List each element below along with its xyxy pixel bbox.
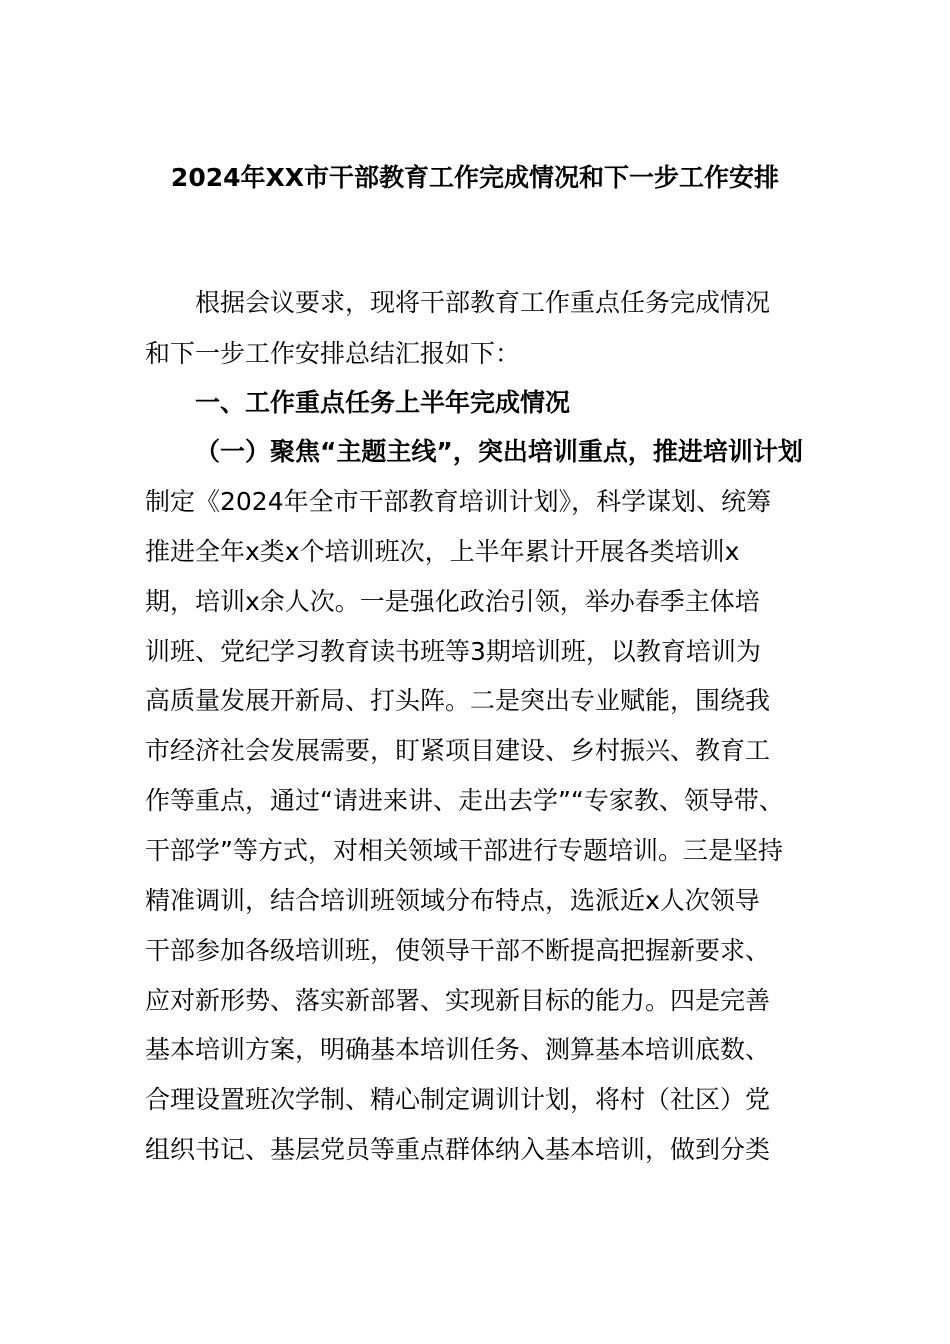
body-line: 市经济社会发展需要，盯紧项目建设、乡村振兴、教育工 bbox=[145, 736, 771, 765]
body-line: 干部学”等方式，对相关领域干部进行专题培训。三是坚持 bbox=[145, 836, 783, 865]
body-line: 基本培训方案，明确基本培训任务、测算基本培训底数、 bbox=[145, 1035, 771, 1064]
body-line: 精准调训，结合培训班领域分布特点，选派近x人次领导 bbox=[145, 886, 760, 915]
body-line: 组织书记、基层党员等重点群体纳入基本培训，做到分类 bbox=[145, 1135, 771, 1164]
body-line: 训班、党纪学习教育读书班等3期培训班，以教育培训为 bbox=[145, 637, 761, 666]
body-line: 合理设置班次学制、精心制定调训计划，将村（社区）党 bbox=[145, 1085, 771, 1114]
body-line: 高质量发展开新局、打头阵。二是突出专业赋能，围绕我 bbox=[145, 686, 771, 715]
body-line: 期，培训x余人次。一是强化政治引领，举办春季主体培 bbox=[145, 587, 760, 616]
section-heading-1: 一、工作重点任务上半年完成情况 bbox=[195, 388, 571, 417]
body-line: 作等重点，通过“请进来讲、走出去学”“专家教、领导带、 bbox=[145, 786, 784, 815]
subsection-heading-1: （一）聚焦“主题主线”，突出培训重点，推进培训计划 bbox=[195, 437, 803, 466]
body-line: 制定《2024年全市干部教育培训计划》，科学谋划、统筹 bbox=[145, 487, 772, 516]
document-title: 2024年XX市干部教育工作完成情况和下一步工作安排 bbox=[170, 163, 780, 192]
paragraph-intro-line-1: 根据会议要求，现将干部教育工作重点任务完成情况 bbox=[195, 288, 771, 317]
body-line: 应对新形势、落实新部署、实现新目标的能力。四是完善 bbox=[145, 986, 771, 1015]
paragraph-intro-line-2: 和下一步工作安排总结汇报如下： bbox=[145, 339, 521, 368]
body-line: 推进全年x类x个培训班次，上半年累计开展各类培训x bbox=[145, 537, 740, 566]
body-line: 干部参加各级培训班，使领导干部不断提高把握新要求、 bbox=[145, 936, 771, 965]
